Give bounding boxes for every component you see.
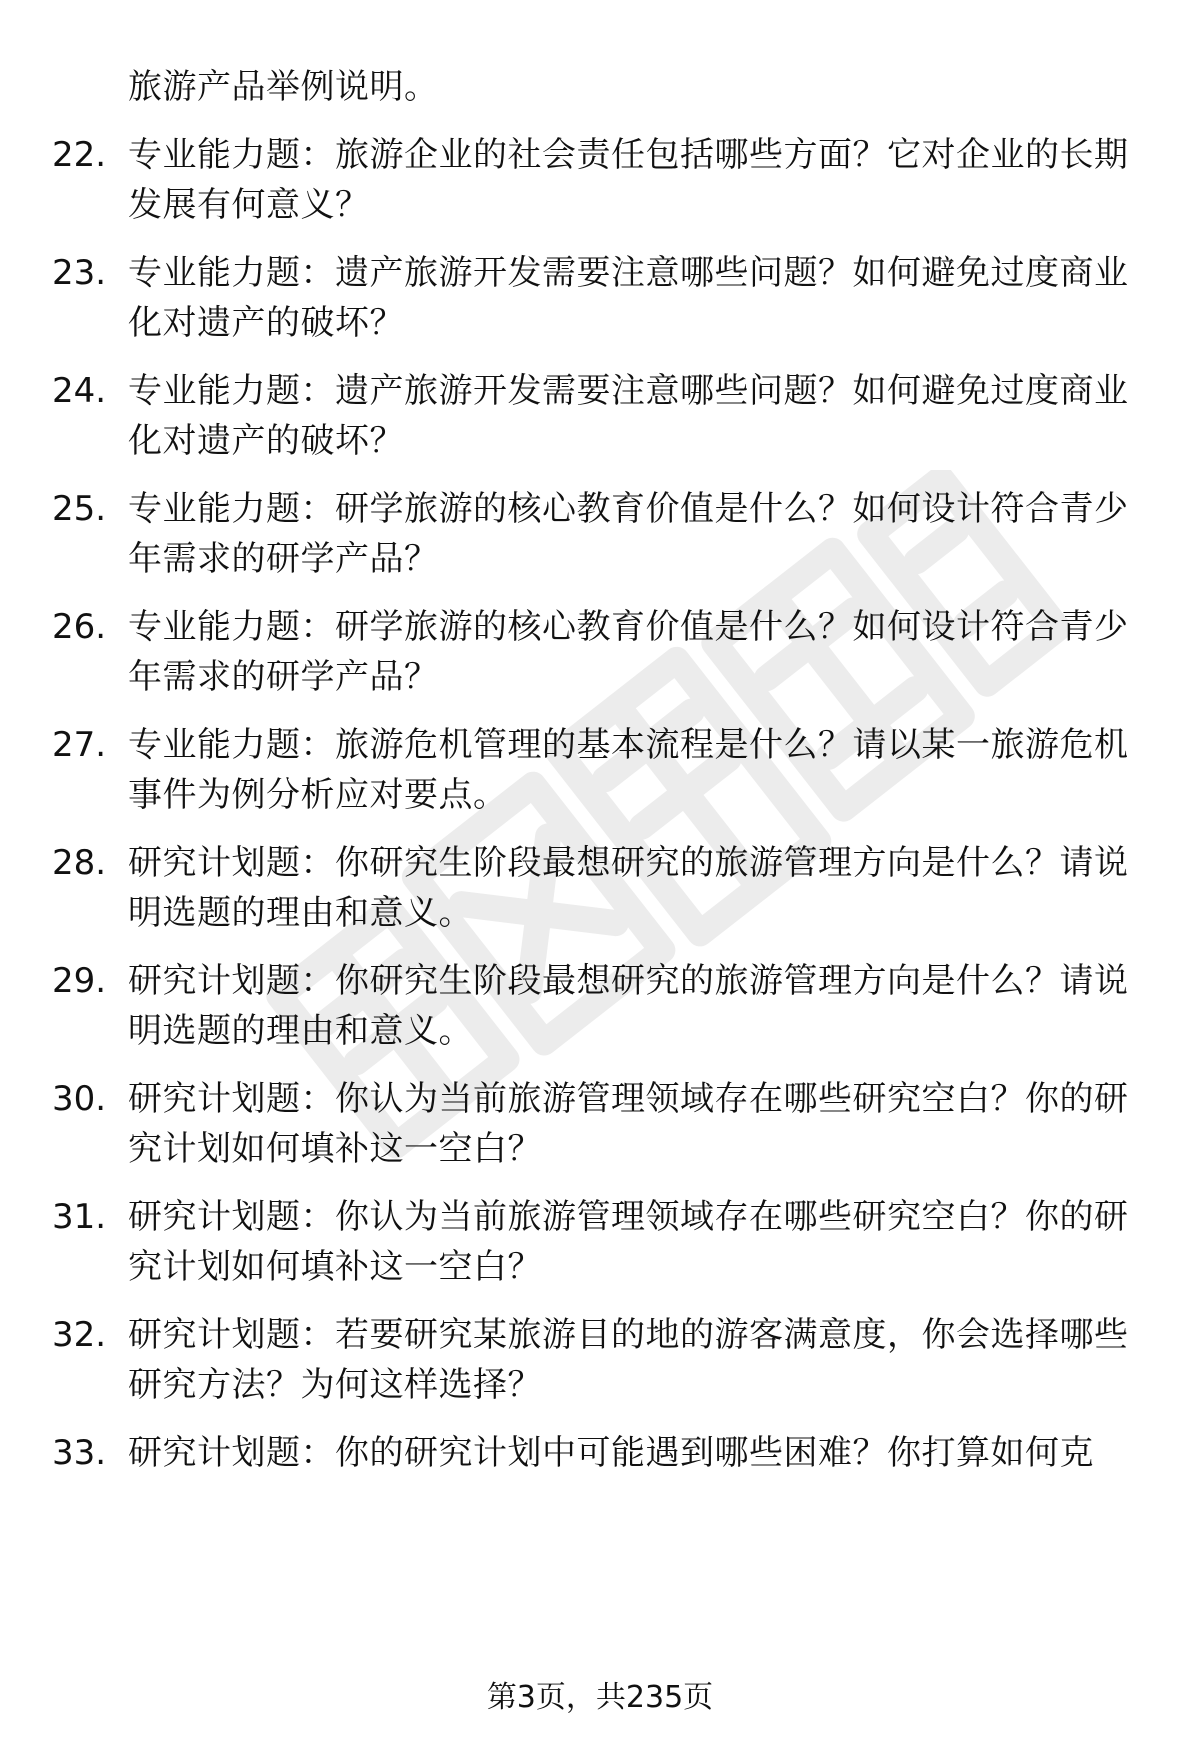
continuation-text: 旅游产品举例说明。	[128, 67, 439, 107]
question-text: 研究计划题：你的研究计划中可能遇到哪些困难？你打算如何克	[128, 1433, 1094, 1473]
question-number: 33.	[52, 1433, 107, 1473]
question-number: 29.	[52, 961, 107, 1001]
question-number: 22.	[52, 135, 107, 175]
question-number: 23.	[52, 253, 107, 293]
question-text: 研究计划题：你研究生阶段最想研究的旅游管理方向是什么？请说明选题的理由和意义。	[128, 843, 1129, 933]
question-text: 研究计划题：你认为当前旅游管理领域存在哪些研究空白？你的研究计划如何填补这一空白？	[128, 1079, 1129, 1169]
question-number: 30.	[52, 1079, 107, 1119]
question-text: 专业能力题：研学旅游的核心教育价值是什么？如何设计符合青少年需求的研学产品？	[128, 489, 1129, 579]
question-text: 专业能力题：旅游危机管理的基本流程是什么？请以某一旅游危机事件为例分析应对要点。	[128, 725, 1129, 815]
question-number: 27.	[52, 725, 107, 765]
question-text: 研究计划题：若要研究某旅游目的地的游客满意度，你会选择哪些研究方法？为何这样选择？	[128, 1315, 1129, 1405]
question-text: 研究计划题：你研究生阶段最想研究的旅游管理方向是什么？请说明选题的理由和意义。	[128, 961, 1129, 1051]
question-number: 26.	[52, 607, 107, 647]
question-text: 研究计划题：你认为当前旅游管理领域存在哪些研究空白？你的研究计划如何填补这一空白？	[128, 1197, 1129, 1287]
question-number: 24.	[52, 371, 107, 411]
question-text: 专业能力题：遗产旅游开发需要注意哪些问题？如何避免过度商业化对遗产的破坏？	[128, 371, 1129, 461]
question-number: 32.	[52, 1315, 107, 1355]
question-number: 31.	[52, 1197, 107, 1237]
question-text: 专业能力题：旅游企业的社会责任包括哪些方面？它对企业的长期发展有何意义？	[128, 135, 1129, 225]
page-footer: 第3页，共235页	[486, 1680, 714, 1715]
question-text: 专业能力题：研学旅游的核心教育价值是什么？如何设计符合青少年需求的研学产品？	[128, 607, 1129, 697]
question-number: 25.	[52, 489, 107, 529]
question-text: 专业能力题：遗产旅游开发需要注意哪些问题？如何避免过度商业化对遗产的破坏？	[128, 253, 1129, 343]
question-number: 28.	[52, 843, 107, 883]
